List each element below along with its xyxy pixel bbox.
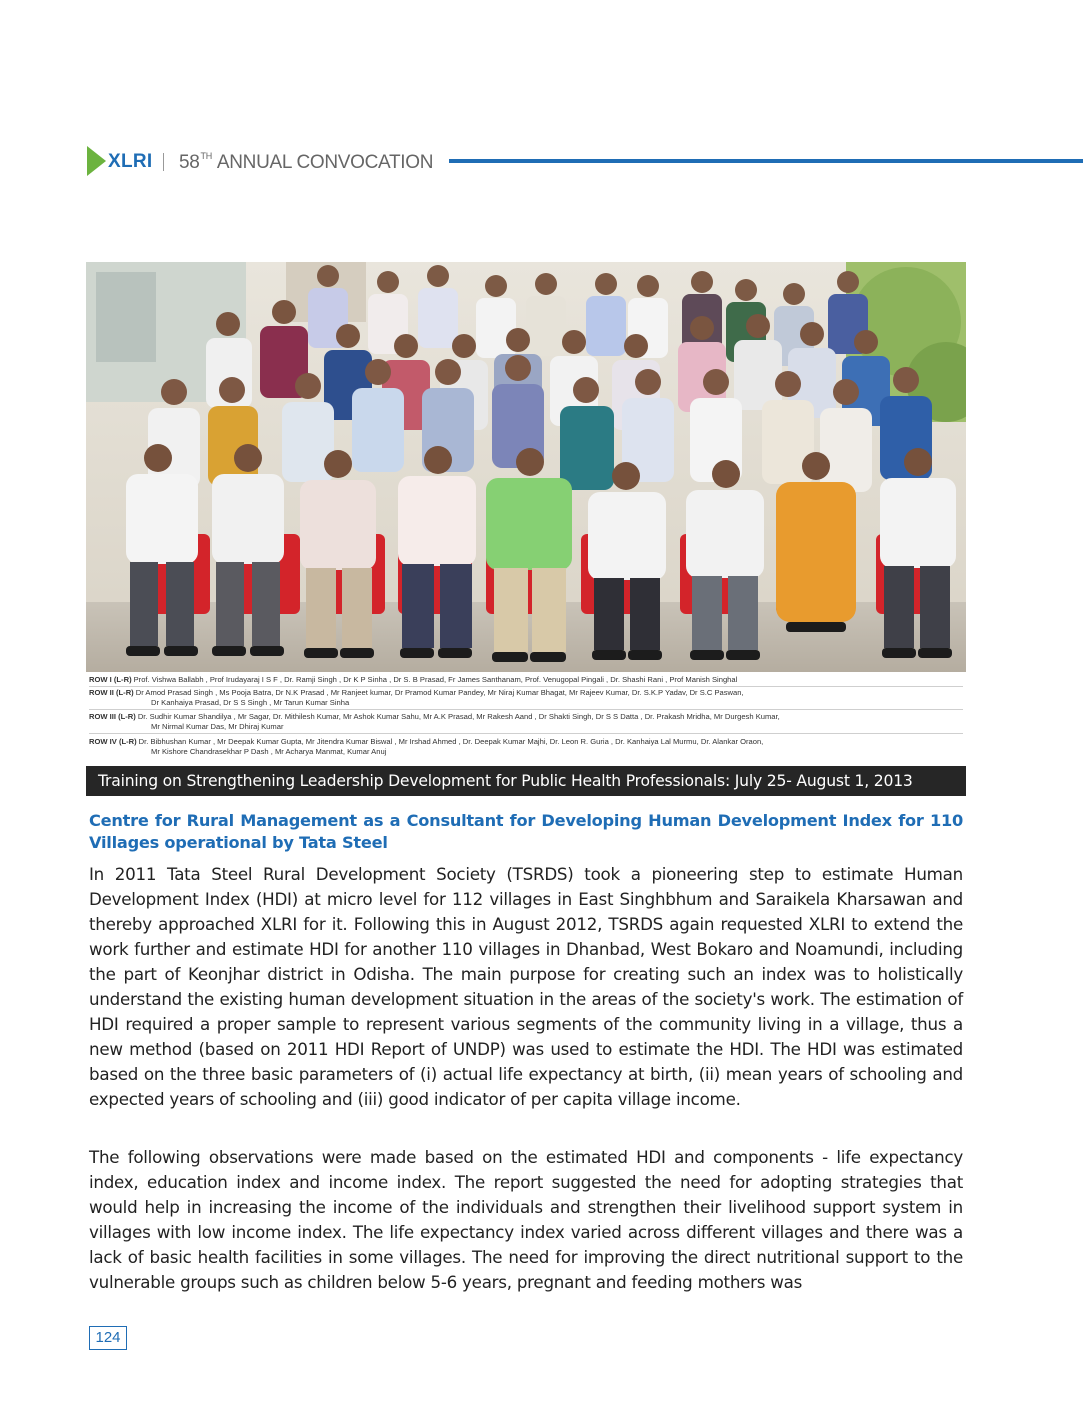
- convocation-title: [179, 151, 433, 174]
- play-arrow-icon: [87, 146, 106, 176]
- row-label: ROW IV (L-R): [89, 737, 137, 746]
- header-rule: [449, 159, 1083, 163]
- row-names: Prof. Vishwa Ballabh , Prof Irudayaraj I S F , Dr. Ramji Singh , Dr K P Sinha , Dr S. B Prasad, Fr James Santhanam, Prof. Venugopal Pingali , Dr. Shashi Rani , Prof Manish Singhal: [133, 675, 738, 684]
- row-names-continued: Mr Kishore Chandrasekhar P Dash , Mr Acharya Manmat, Kumar Anuj: [151, 747, 387, 756]
- xlri-logo: XLRI: [108, 151, 153, 172]
- row-label: ROW III (L-R): [89, 712, 136, 721]
- header-divider: [163, 153, 164, 171]
- row-names-continued: Dr Kanhaiya Prasad, Dr S S Singh , Mr Tarun Kumar Sinha: [151, 698, 350, 707]
- names-row-1: [89, 675, 963, 687]
- names-row-4: [89, 737, 963, 758]
- page-header: [87, 146, 1083, 176]
- row-names: Dr Amod Prasad Singh , Ms Pooja Batra, Dr N.K Prasad , Mr Ranjeet kumar, Dr Pramod Kumar Pandey, Mr Niraj Kumar Bhagat, Mr Rajeev Kumar, Dr. S.K.P Yadav, Dr S.C Paswan,: [135, 688, 744, 697]
- group-photo: [86, 262, 966, 672]
- convocation-suffix: TH: [200, 151, 212, 161]
- article-paragraph-1: In 2011 Tata Steel Rural Development Society (TSRDS) took a pioneering step to estimate Human Development Index (HDI) at micro level for 112 villages in East Singhbhum and Saraikela Kharsawan and thereby approached XLRI for it. Following this in August 2012, TSRDS again requested XLRI to extend the work further and estimate HDI for another 110 villages in Dhanbad, West Bokaro and Noamundi, including the part of Keonjhar district in Odisha. The main purpose for creating such an index was to holistically understand the existing human development situation in the areas of the society's work. The estimation of HDI required a proper sample to represent various segments of the community living in a village, thus a new method (based on 2011 HDI Report of UNDP) was used to estimate the HDI. The HDI was estimated based on the three basic parameters of (i) actual life expectancy at birth, (ii) mean years of schooling and expected years of schooling and (iii) good indicator of per capita village income.: [89, 864, 963, 1109]
- article-paragraph-2: The following observations were made based on the estimated HDI and components - life expectancy index, education index and income index. The report suggested the need for adopting strategies that would help in increasing the income of the individuals and strengthen their livelihood support system in villages with low income index. The life expectancy index varied across different villages and there was a lack of basic health facilities in some villages. The need for improving the direct nutritional support to the vulnerable groups such as children below 5-6 years, pregnant and feeding mothers was: [89, 1147, 963, 1292]
- row-names-continued: Mr Nirmal Kumar Das, Mr Dhiraj Kumar: [151, 722, 284, 731]
- row-names: Dr. Sudhir Kumar Shandilya , Mr Sagar, Dr. Mithilesh Kumar, Mr Ashok Kumar Sahu, Mr A.K Prasad, Mr Rakesh Aand , Dr Shakti Singh, Dr S S Datta , Dr. Prakash Mridha, Mr Durgesh Kumar,: [137, 712, 780, 721]
- participant-names: [86, 672, 966, 766]
- convocation-number: 58: [179, 152, 200, 173]
- names-row-3: [89, 712, 963, 734]
- photo-caption: Training on Strengthening Leadership Development for Public Health Professionals: July 25- August 1, 2013: [86, 766, 966, 796]
- article-heading: Centre for Rural Management as a Consultant for Developing Human Development Index for 110 Villages operational by Tata Steel: [89, 811, 963, 852]
- row-label: ROW I (L-R): [89, 675, 132, 684]
- group-photo-illustration: [86, 262, 966, 672]
- names-row-2: [89, 688, 963, 710]
- row-names: Dr. Bibhushan Kumar , Mr Deepak Kumar Gupta, Mr Jitendra Kumar Biswal , Mr Irshad Ahmed , Dr. Deepak Kumar Majhi, Dr. Leon R. Guria , Dr. Kanhaiya Lal Murmu, Dr. Alankar Oraon,: [138, 737, 764, 746]
- convocation-text: ANNUAL CONVOCATION: [216, 152, 434, 173]
- row-label: ROW II (L-R): [89, 688, 134, 697]
- page-number: 124: [89, 1326, 127, 1350]
